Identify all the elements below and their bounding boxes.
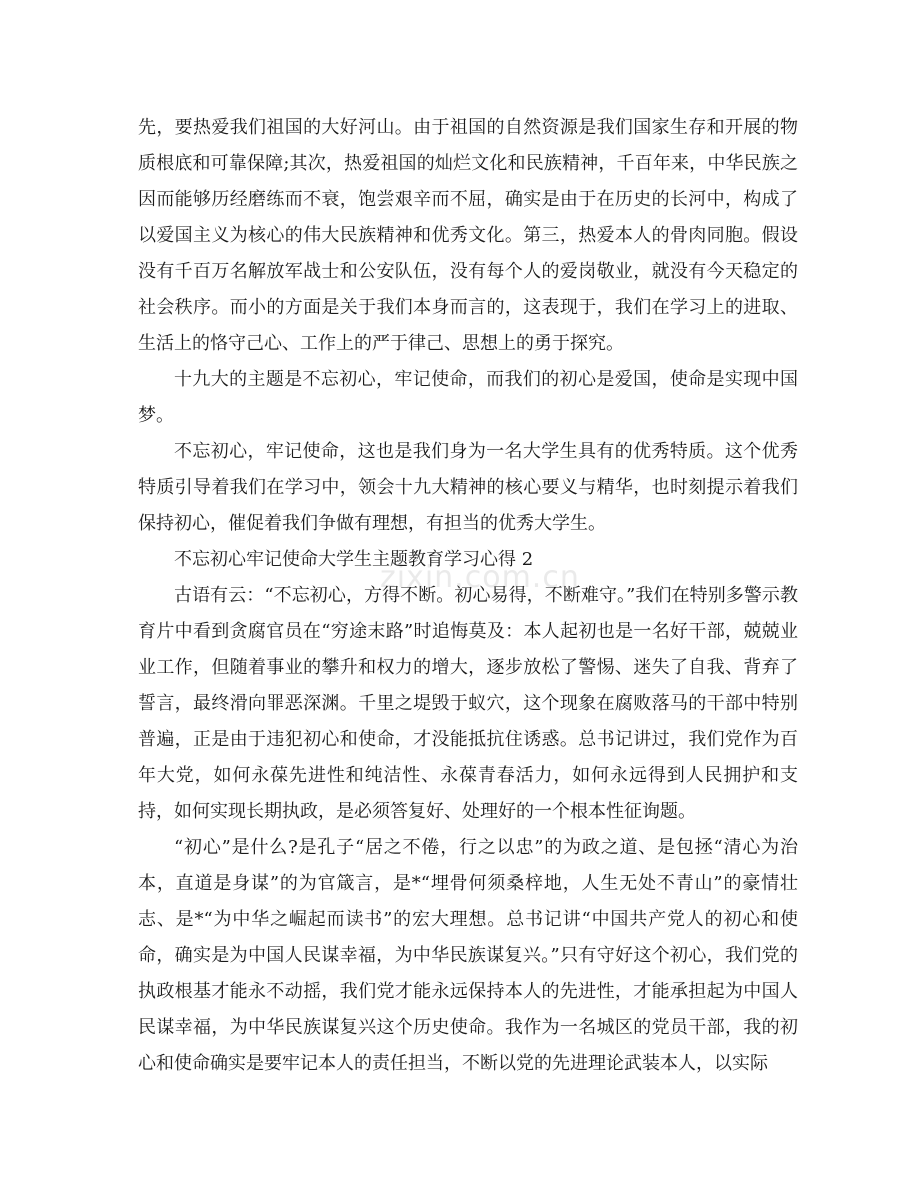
paragraph: “初心”是什么?是孔子“居之不倦，行之以忠”的为政之道、是包拯“清心为治本，直道是身谋”的为官箴言，是*“埋骨何须桑梓地，人生无处不青山”的豪情壮志、是*“为中华之崛起而读书”的宏大理想。总书记讲“中国共产党人的初心和使命，确实是为中国人民谋幸福，为中华民族谋复兴。”只有守好这个初心，我们党的执政根基才能永不动摇，我们党才能永远保持本人的先进性，才能承担起为中国人民谋幸福，为中华民族谋复兴这个历史使命。我作为一名城区的党员干部，我的初心和使命确实是要牢记本人的责任担当，不断以党的先进理论武装本人，以实际 bbox=[138, 837, 798, 1074]
paragraph: 古语有云：“不忘初心，方得不断。初心易得，不断难守。”我们在特别多警示教育片中看到贪腐官员在“穷途末路”时追悔莫及：本人起初也是一名好干部，兢兢业业工作，但随着事业的攀升和权力的增大，逐步放松了警惕、迷失了自我、背弃了誓言，最终滑向罪恶深渊。千里之堤毁于蚁穴，这个现象在腐败落马的干部中特别普遍，正是由于违犯初心和使命，才没能抵抗住诱惑。总书记讲过，我们党作为百年大党，如何永葆先进性和纯洁性、永葆青春活力，如何永远得到人民拥护和支持，如何实现长期执政，是必须答复好、处理好的一个根本性征询题。 bbox=[138, 585, 798, 822]
paragraph: 不忘初心，牢记使命，这也是我们身为一名大学生具有的优秀特质。这个优秀特质引导着我们在学习中，领会十九大精神的核心要义与精华，也时刻提示着我们保持初心，催促着我们争做有理想，有担当的优秀大学生。 bbox=[138, 441, 798, 534]
document-body bbox=[138, 110, 798, 1082]
paragraph: 先，要热爱我们祖国的大好河山。由于祖国的自然资源是我们国家生存和开展的物质根底和可靠保障;其次，热爱祖国的灿烂文化和民族精神，千百年来，中华民族之因而能够历经磨练而不衰，饱尝艰辛而不屈，确实是由于在历史的长河中，构成了以爱国主义为核心的伟大民族精神和优秀文化。第三，热爱本人的骨肉同胞。假设没有千百万名解放军战士和公安队伍，没有每个人的爱岗敬业，就没有今天稳定的社会秩序。而小的方面是关于我们本身而言的，这表现于，我们在学习上的进取、生活上的恪守己心、工作上的严于律己、思想上的勇于探究。 bbox=[138, 117, 798, 354]
paragraph: 十九大的主题是不忘初心，牢记使命，而我们的初心是爱国，使命是实现中国梦。 bbox=[138, 369, 798, 426]
watermark-text: zixin.com.cn bbox=[380, 560, 580, 595]
section-heading: 不忘初心牢记使命大学生主题教育学习心得 2 bbox=[174, 549, 534, 570]
